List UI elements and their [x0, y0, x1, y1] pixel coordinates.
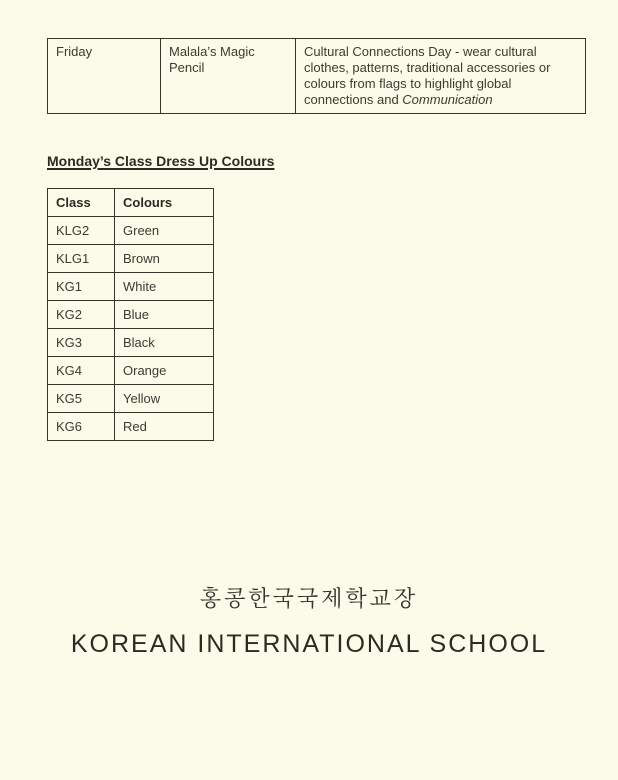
class-cell: KG3 [48, 329, 115, 357]
schedule-description-text: Cultural Connections Day - wear cultural clothes, patterns, traditional accessories or colours from flags to highlight global connections and [304, 44, 551, 107]
table-row [48, 301, 214, 329]
weekly-schedule-table [47, 38, 586, 114]
table-row [48, 245, 214, 273]
colour-cell: Black [115, 329, 214, 357]
class-cell: KG4 [48, 357, 115, 385]
class-cell: KG6 [48, 413, 115, 441]
colours-column-header: Colours [115, 189, 214, 217]
table-row [48, 39, 586, 114]
colour-cell: Yellow [115, 385, 214, 413]
colour-cell: Orange [115, 357, 214, 385]
schedule-description-emphasis: Communication [402, 92, 493, 107]
table-row [48, 385, 214, 413]
school-name-korean: 홍콩한국국제학교장 [199, 587, 419, 612]
colour-cell: Blue [115, 301, 214, 329]
dress-up-colours-table [47, 188, 214, 441]
schedule-book-cell: Malala’s Magic Pencil [161, 39, 296, 114]
class-column-header: Class [48, 189, 115, 217]
colour-cell: White [115, 273, 214, 301]
dress-up-heading: Monday’s Class Dress Up Colours [47, 153, 275, 169]
table-header-row [48, 189, 214, 217]
schedule-description-cell [296, 39, 586, 114]
schedule-day-cell: Friday [48, 39, 161, 114]
class-cell: KG5 [48, 385, 115, 413]
table-row [48, 273, 214, 301]
school-footer [0, 585, 618, 658]
colour-cell: Green [115, 217, 214, 245]
class-cell: KLG2 [48, 217, 115, 245]
colour-cell: Brown [115, 245, 214, 273]
colour-cell: Red [115, 413, 214, 441]
class-cell: KG1 [48, 273, 115, 301]
school-name-english: KOREAN INTERNATIONAL SCHOOL [70, 630, 548, 658]
table-row [48, 217, 214, 245]
table-row [48, 413, 214, 441]
table-row [48, 357, 214, 385]
class-cell: KLG1 [48, 245, 115, 273]
class-cell: KG2 [48, 301, 115, 329]
table-row [48, 329, 214, 357]
